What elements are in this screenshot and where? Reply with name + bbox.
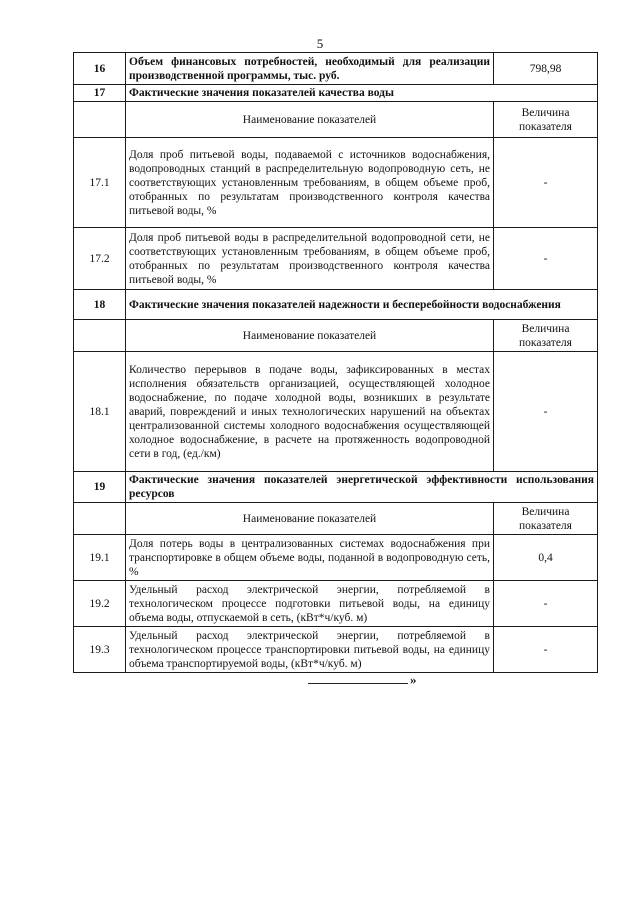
section-title: Фактические значения показателей надежности и бесперебойности водоснабжения [126,290,598,320]
section-row [74,85,598,102]
row-number: 16 [74,53,126,85]
indicator-row [74,352,598,472]
section-row [74,290,598,320]
section-title: Фактические значения показателей энергетической эффективности использования ресурсов [126,472,598,503]
indicator-row [74,228,598,290]
page-number: 5 [316,36,324,51]
indicator-value: 0,4 [494,535,598,581]
indicator-value: - [494,581,598,627]
header-blank-cell [74,503,126,535]
row-number: 17.2 [74,228,126,290]
header-name: Наименование показателей [126,320,494,352]
header-value: Величина показателя [494,320,598,352]
indicator-row [74,627,598,673]
indicator-name: Объем финансовых потребностей, необходимый для реализации производственной программы, тыс. руб. [126,53,494,85]
section-title: Фактические значения показателей качества воды [126,85,598,102]
indicator-row [74,535,598,581]
column-header-row [74,320,598,352]
closing-line [0,672,640,692]
indicators-table [73,52,598,673]
indicator-value: - [494,627,598,673]
indicator-name: Количество перерывов в подаче воды, зафиксированных в местах исполнения обязательств организацией, осуществляющей холодное водоснабжение, по подаче холодной воды, возникших в результате аварий, повреждений и иных технологических нарушений на объектах централизованной системы холодного водоснабжения осуществляющей холодное водоснабжение, в расчете на протяженность водопроводной сети в год, (ед./км) [126,352,494,472]
row-number: 19.3 [74,627,126,673]
indicator-name: Доля проб питьевой воды в распределительной водопроводной сети, не соответствующих установленным требованиям, в общем объеме проб, отобранных по результатам производственного контроля качества питьевой воды, % [126,228,494,290]
indicator-value: - [494,352,598,472]
section-number: 19 [74,472,126,503]
indicator-name: Доля потерь воды в централизованных системах водоснабжения при транспортировке в общем объеме воды, поданной в водопроводную сеть, % [126,535,494,581]
indicator-row [74,53,598,85]
indicator-row [74,581,598,627]
closing-quote-mark: » [410,672,417,687]
indicator-value: 798,98 [494,53,598,85]
row-number: 19.1 [74,535,126,581]
header-blank-cell [74,320,126,352]
indicator-value: - [494,138,598,228]
column-header-row [74,503,598,535]
closing-underline [308,683,408,684]
indicator-value: - [494,228,598,290]
row-number: 18.1 [74,352,126,472]
section-number: 18 [74,290,126,320]
header-value: Величина показателя [494,503,598,535]
indicator-name: Удельный расход электрической энергии, потребляемой в технологическом процессе подготовки питьевой воды, на единицу объема воды, отпускаемой в сеть, (кВт*ч/куб. м) [126,581,494,627]
row-number: 17.1 [74,138,126,228]
section-number: 17 [74,85,126,102]
header-name: Наименование показателей [126,503,494,535]
header-value: Величина показателя [494,102,598,138]
indicator-name: Доля проб питьевой воды, подаваемой с источников водоснабжения, водопроводных станций в распределительную водопроводную сеть, не соответствующих установленным требованиям, в общем объеме проб, отобранных по результатам производственного контроля качества питьевой воды, % [126,138,494,228]
section-row [74,472,598,503]
indicator-row [74,138,598,228]
indicator-name: Удельный расход электрической энергии, потребляемой в технологическом процессе транспортировки питьевой воды, на единицу объема транспортируемой воды, (кВт*ч/куб. м) [126,627,494,673]
row-number: 19.2 [74,581,126,627]
header-name: Наименование показателей [126,102,494,138]
column-header-row [74,102,598,138]
header-blank-cell [74,102,126,138]
